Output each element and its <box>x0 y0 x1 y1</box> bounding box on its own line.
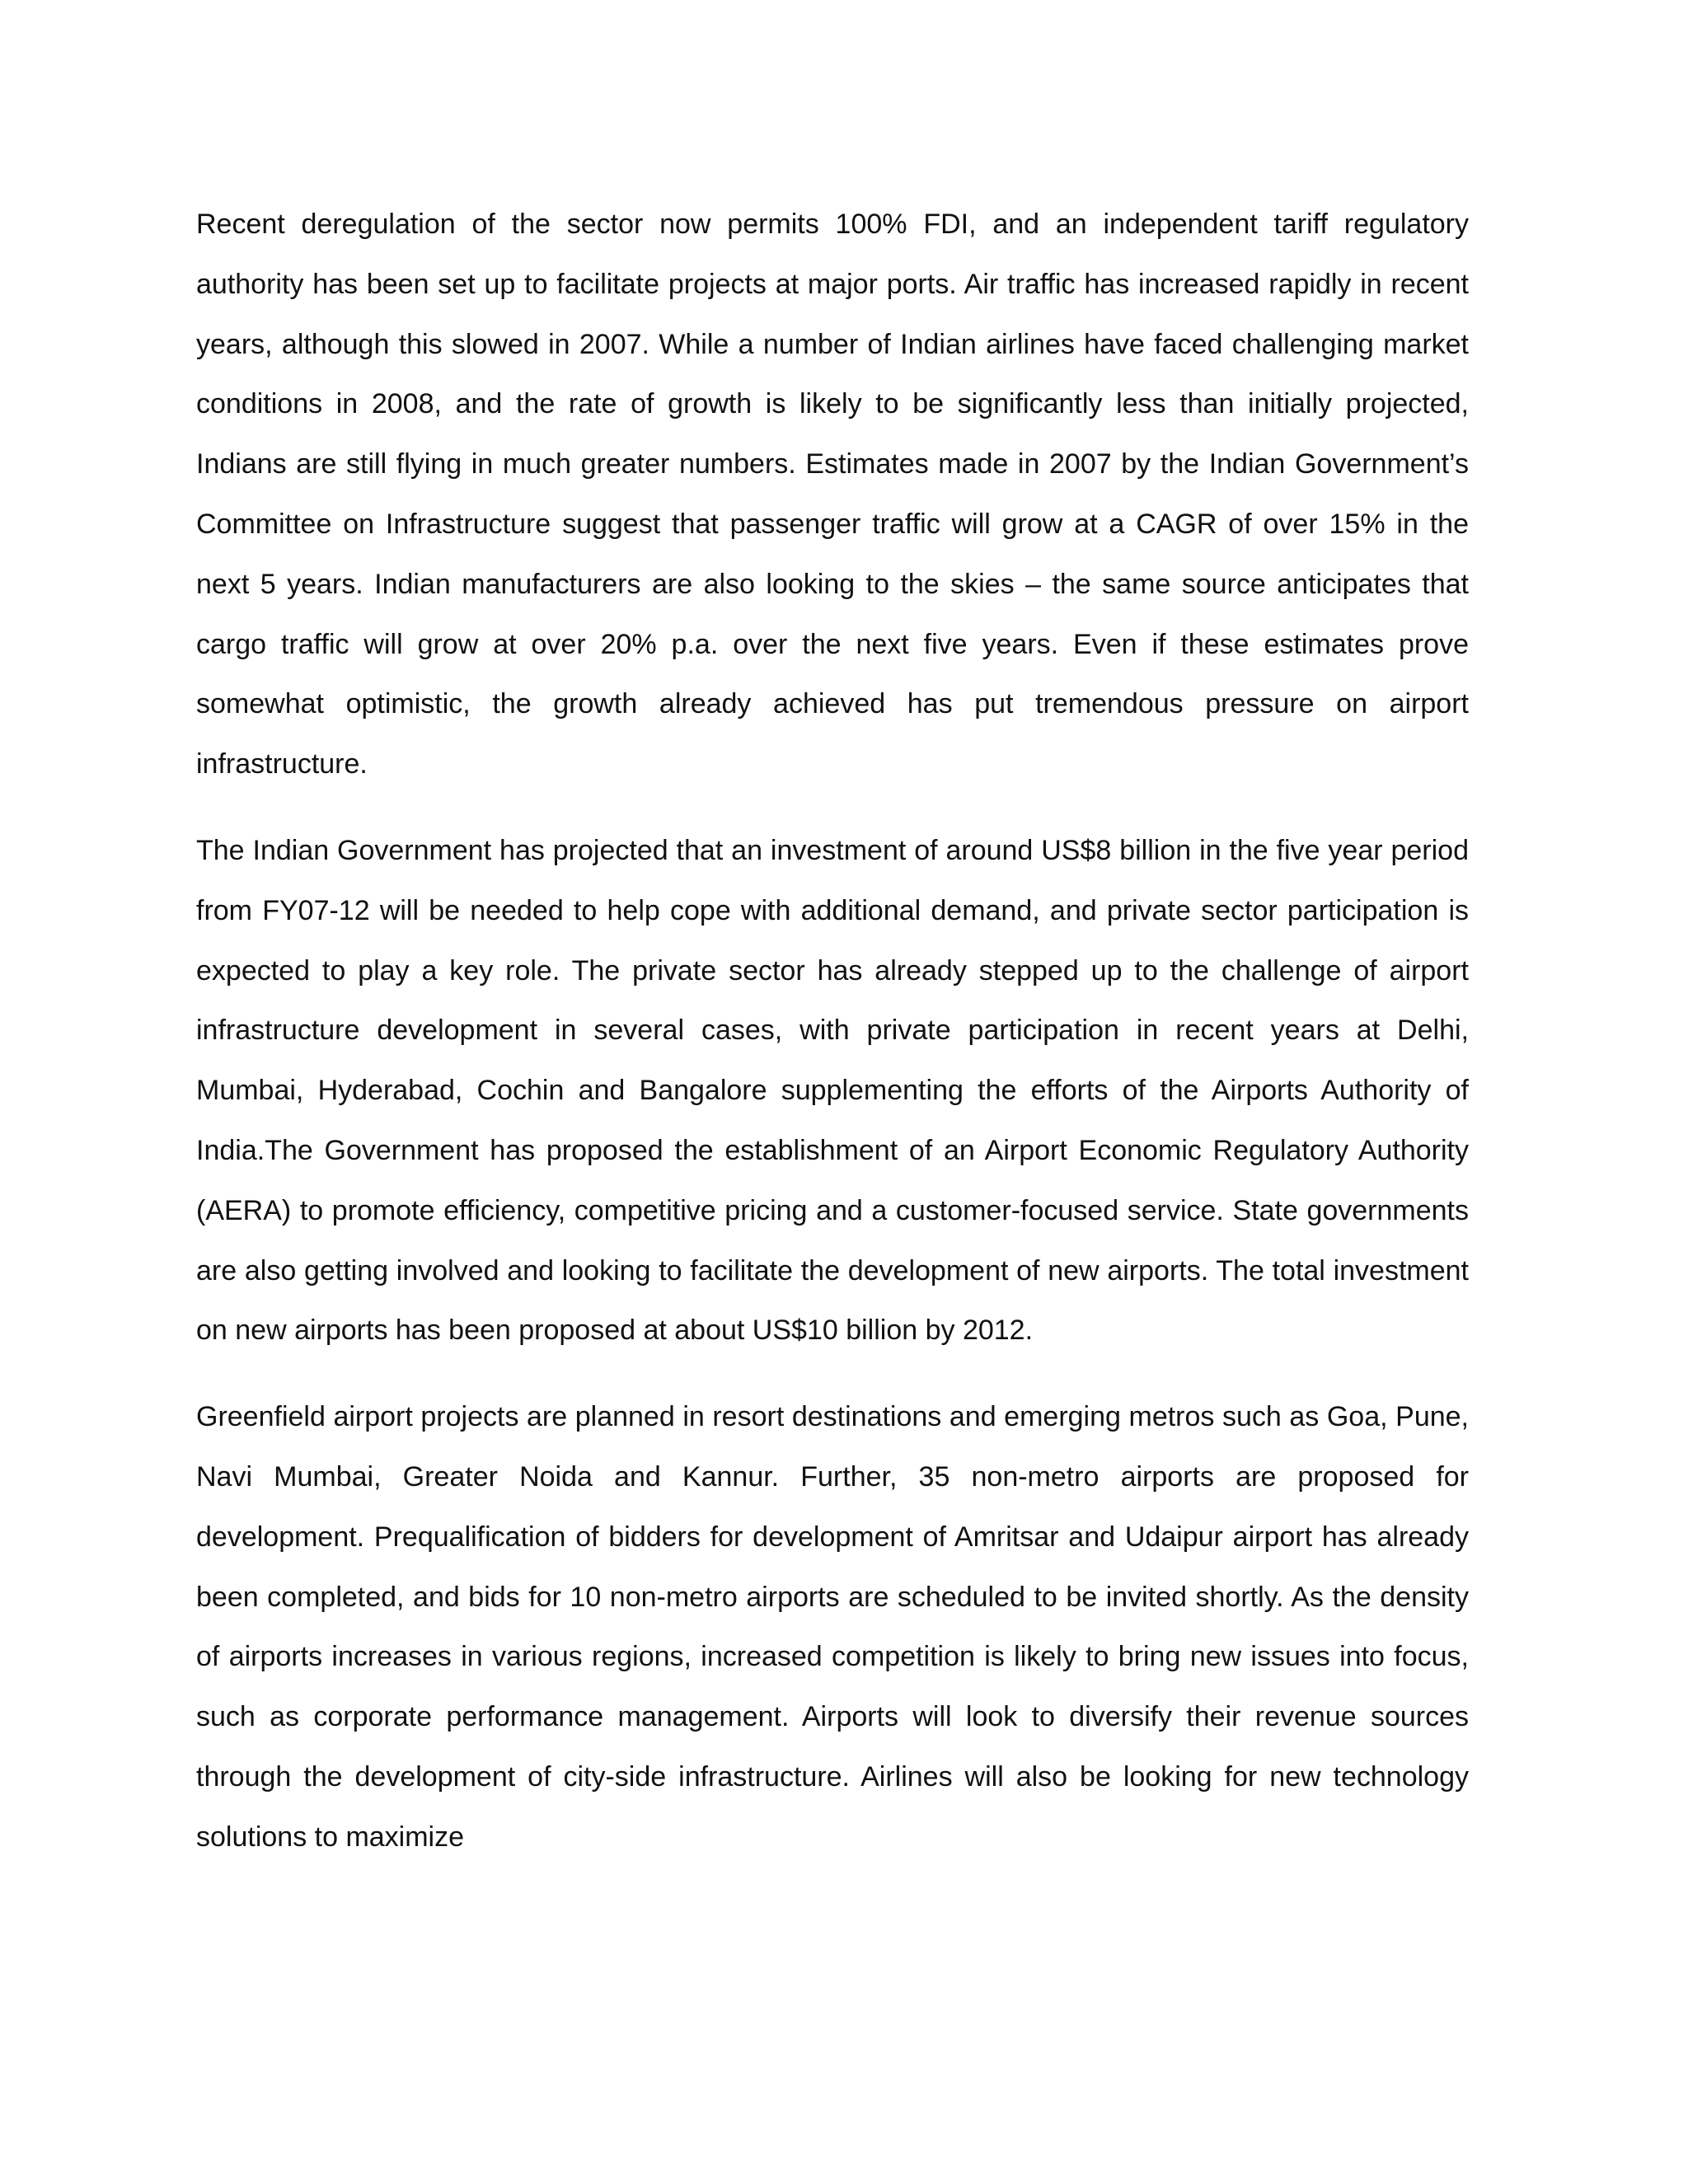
paragraph-greenfield-projects: Greenfield airport projects are planned in resort destinations and emerging metros such as Goa, Pune, Navi Mumbai, Greater Noida and Kannur. Further, 35 non-metro airports are proposed for development. Prequalification of bidders for development of Amritsar and Udaipur airport has already been completed, and bids for 10 non-metro airports are scheduled to be invited shortly. As the density of airports increases in various regions, increased competition is likely to bring new issues into focus, such as corporate performance management. Airports will look to diversify their revenue sources through the development of city-side infrastructure. Airlines will also be looking for new technology solutions to maximize <box>196 1401 1469 1853</box>
paragraph-air-traffic-growth: Recent deregulation of the sector now permits 100% FDI, and an independent tariff regulatory authority has been set up to facilitate projects at major ports. Air traffic has increased rapidly in recent years, although this slowed in 2007. While a number of Indian airlines have faced challenging market conditions in 2008, and the rate of growth is likely to be significantly less than initially projected, Indians are still flying in much greater numbers. Estimates made in 2007 by the Indian Government’s Committee on Infrastructure suggest that passenger traffic will grow at a CAGR of over 15% in the next 5 years. Indian manufacturers are also looking to the skies – the same source anticipates that cargo traffic will grow at over 20% p.a. over the next five years. Even if these estimates prove somewhat optimistic, the growth already achieved has put tremendous pressure on airport infrastructure. <box>196 209 1469 780</box>
body-text <box>196 194 1469 1868</box>
paragraph-government-investment: The Indian Government has projected that an investment of around US$8 billion in the five year period from FY07-12 will be needed to help cope with additional demand, and private sector participation is expected to play a key role. The private sector has already stepped up to the challenge of airport infrastructure development in several cases, with private participation in recent years at Delhi, Mumbai, Hyderabad, Cochin and Bangalore supplementing the efforts of the Airports Authority of India.The Government has proposed the establishment of an Airport Economic Regulatory Authority (AERA) to promote efficiency, competitive pricing and a customer-focused service. State governments are also getting involved and looking to facilitate the development of new airports. The total investment on new airports has been proposed at about US$10 billion by 2012. <box>196 834 1469 1347</box>
